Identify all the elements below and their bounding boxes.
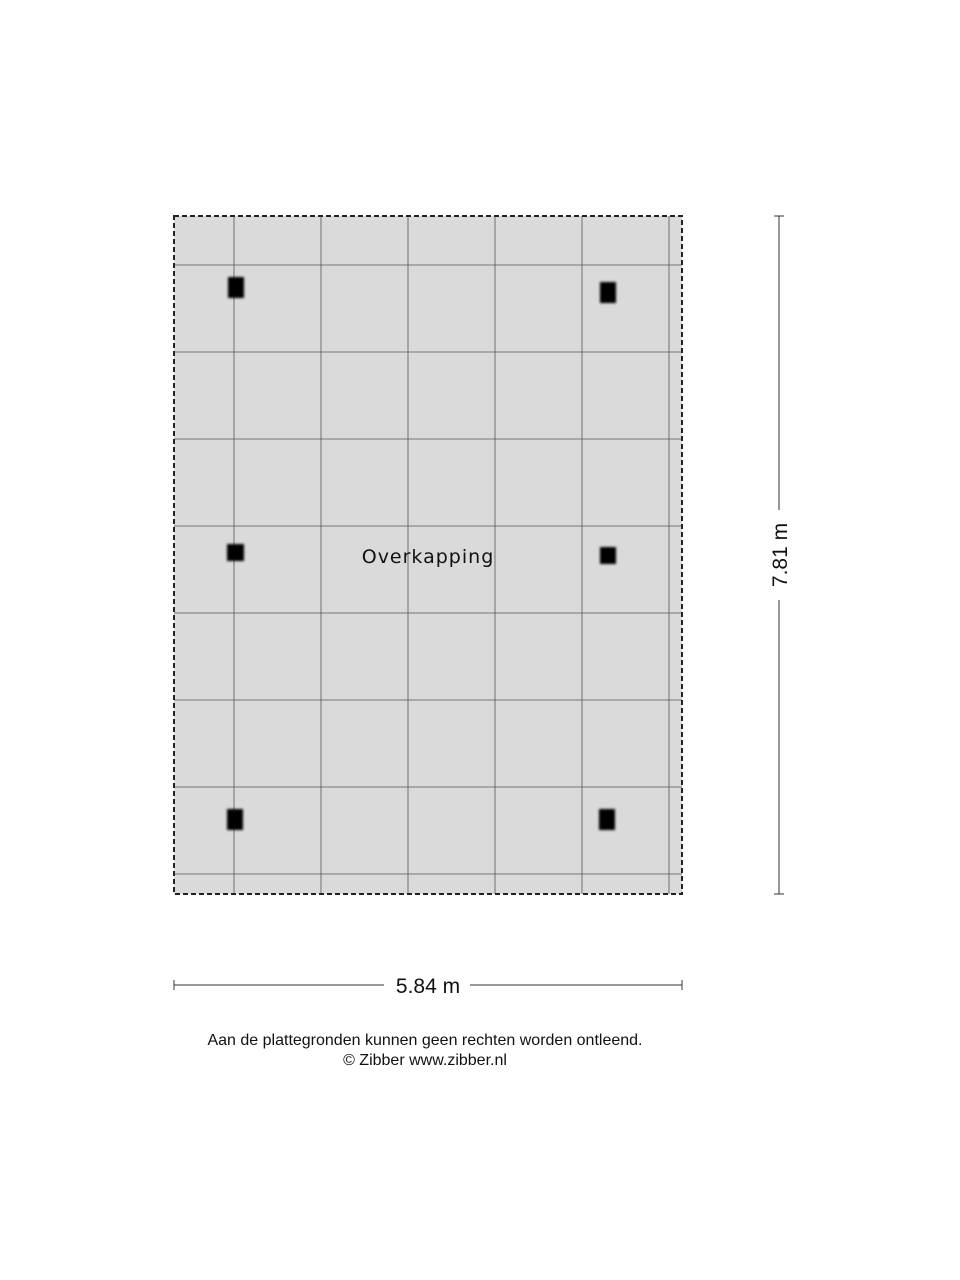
support-post (600, 547, 616, 564)
support-post (228, 277, 244, 298)
disclaimer-text: Aan de plattegronden kunnen geen rechten worden ontleend. (207, 1032, 643, 1049)
support-post (227, 544, 244, 561)
height-dimension-label: 7.81 m (769, 522, 792, 588)
support-post (227, 809, 243, 830)
credit-text: © Zibber www.zibber.nl (343, 1052, 507, 1069)
width-dimension-label: 5.84 m (395, 975, 461, 998)
room-label: Overkapping (361, 546, 495, 568)
support-post (600, 282, 616, 303)
support-post (599, 809, 615, 830)
